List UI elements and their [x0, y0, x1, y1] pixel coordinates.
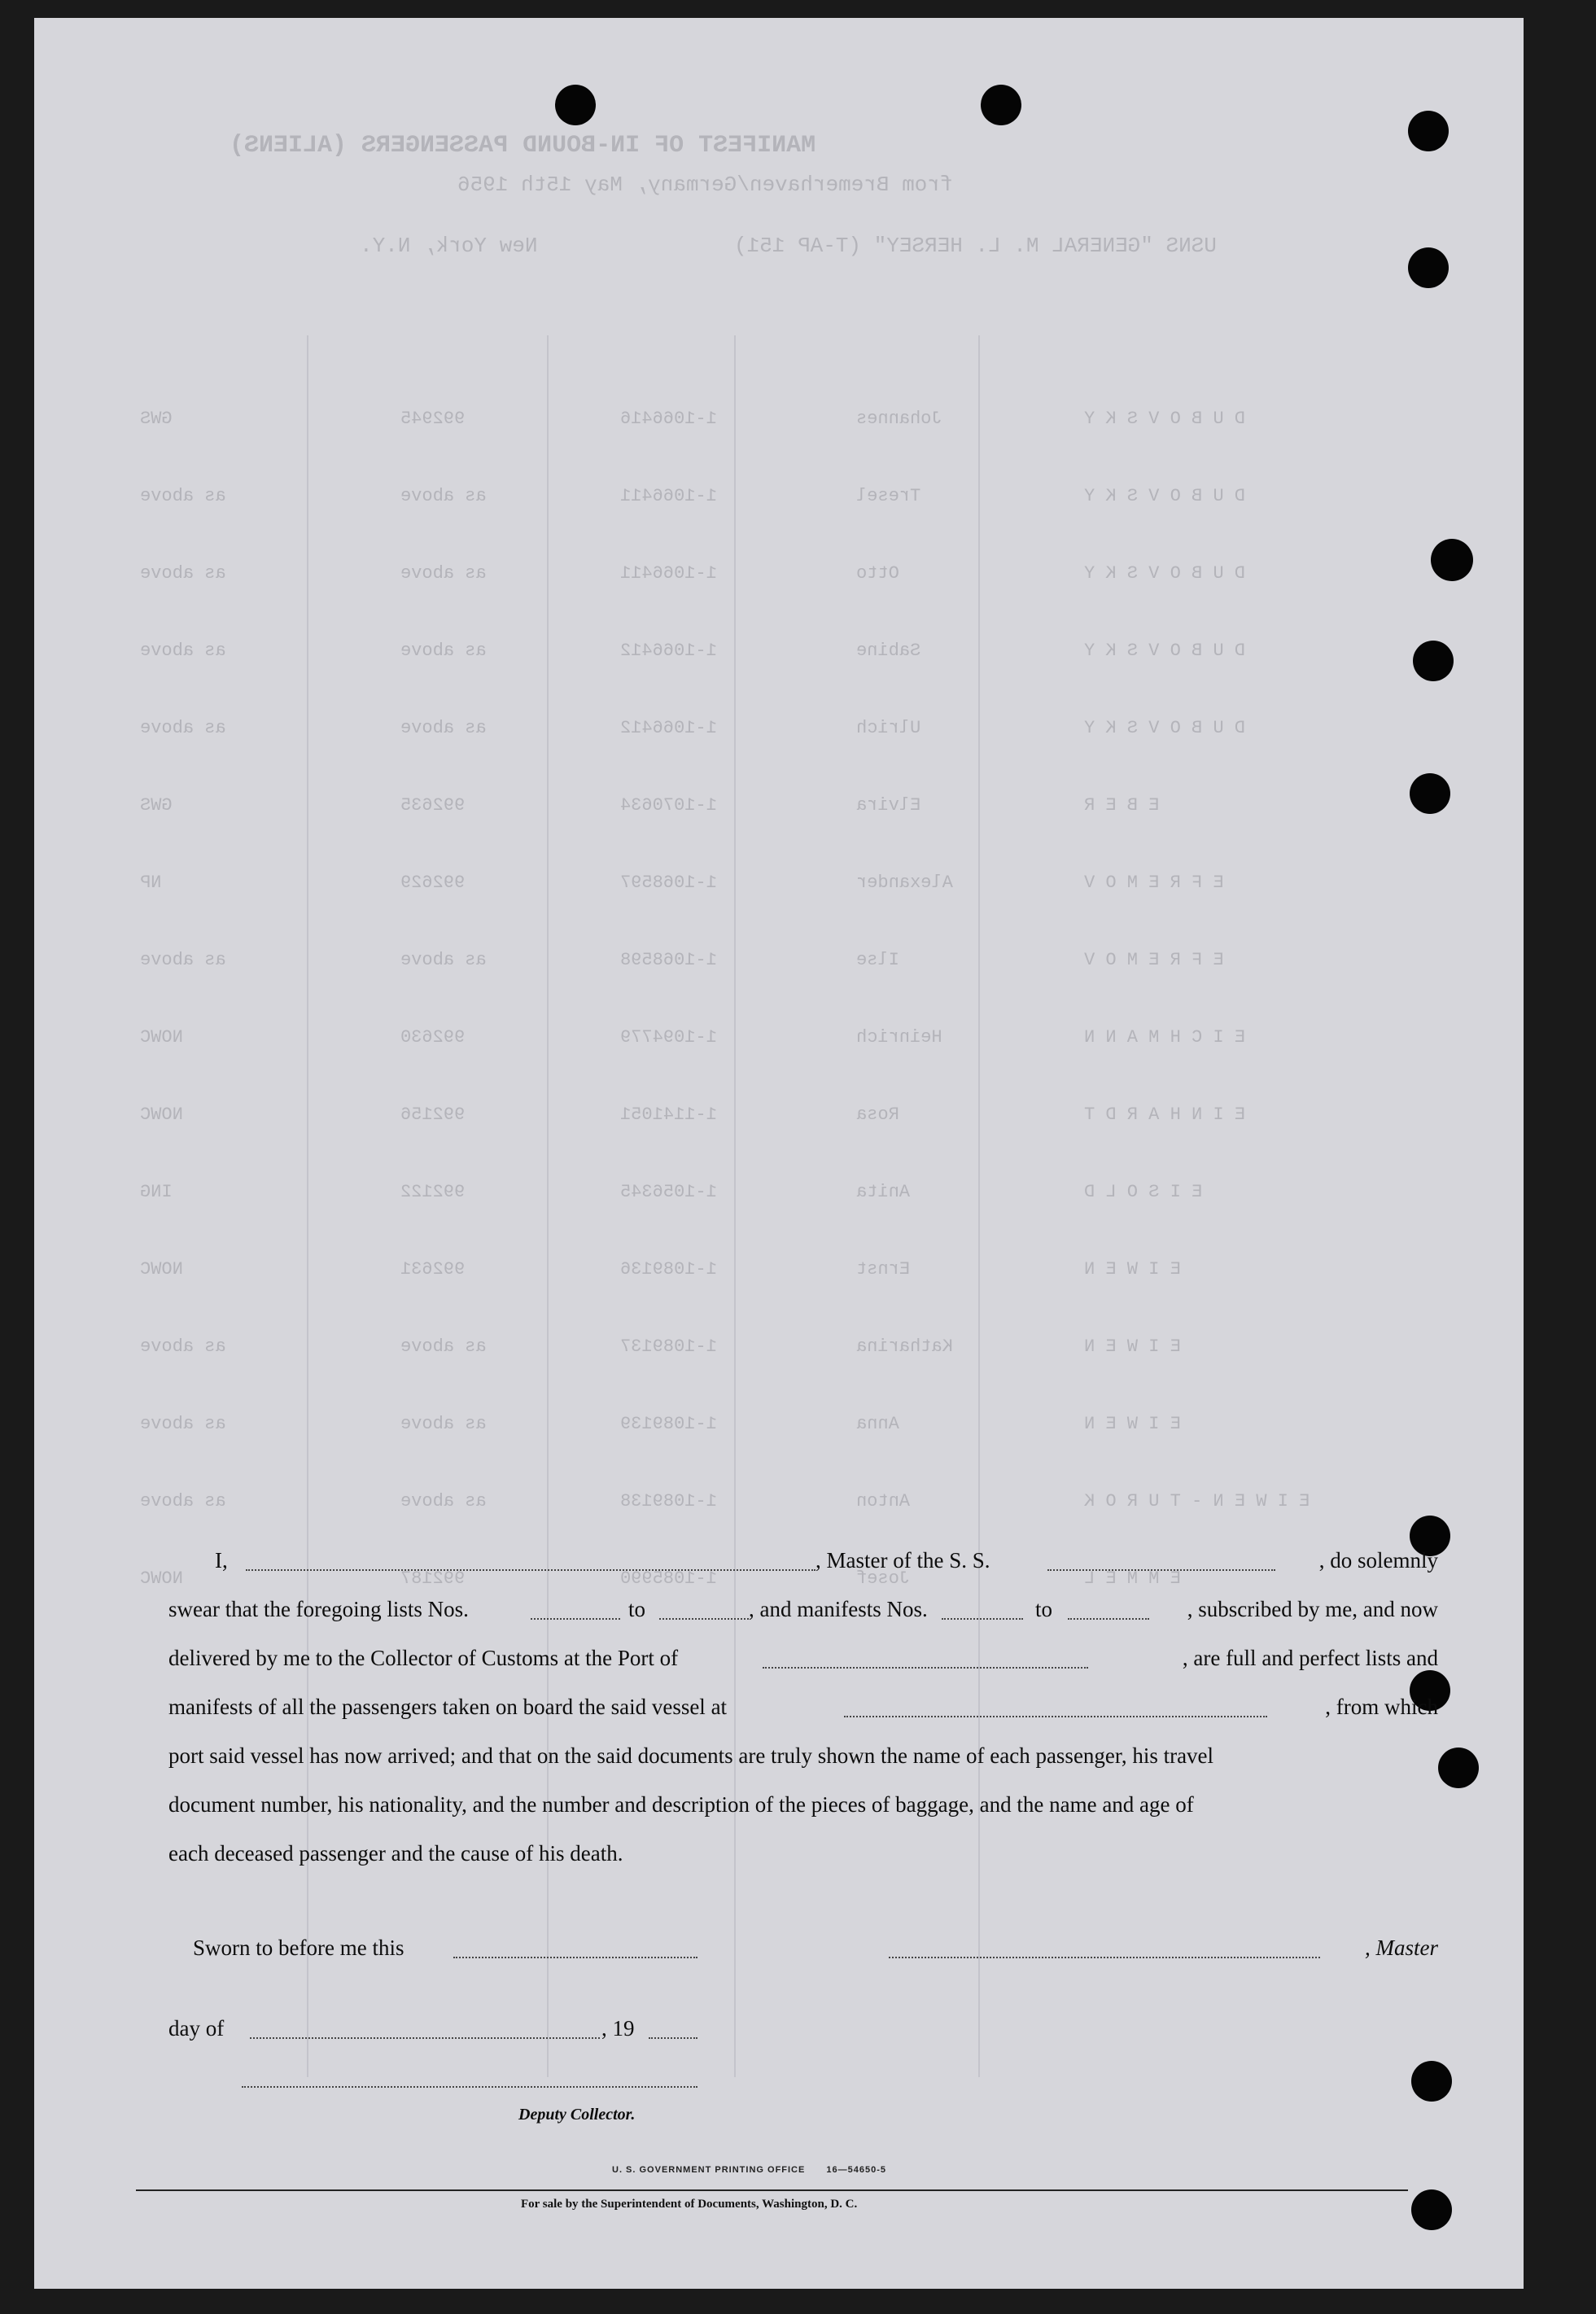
bleed-cell: as above [400, 563, 487, 584]
oath-text: , from which [1325, 1695, 1438, 1719]
form-code: 16—54650-5 [826, 2165, 887, 2175]
bleed-cell: Johannes [856, 409, 942, 429]
bleed-cell: as above [400, 1414, 487, 1434]
bleed-cell: as above [140, 1491, 226, 1511]
oath-text: to [1035, 1597, 1053, 1621]
bleed-cell: Ilse [856, 950, 899, 970]
oath-text: delivered by me to the Collector of Customs at the Port of [168, 1646, 679, 1670]
deputy-collector-label: Deputy Collector. [518, 2106, 636, 2124]
day-month-field[interactable] [250, 2037, 600, 2039]
bleed-cell: Sabine [856, 641, 921, 661]
bleed-cell: GWS [140, 409, 173, 429]
bleed-cell: Katharina [856, 1336, 953, 1357]
bleed-cell: Rosa [856, 1105, 899, 1125]
manifest-page [34, 18, 1524, 2289]
bleed-cell: 1-1066416 [620, 409, 717, 429]
bleed-cell: as above [400, 1336, 487, 1357]
bleed-cell: 1-1085990 [620, 1568, 717, 1589]
bleed-cell: E B E R [1084, 795, 1160, 816]
bleed-cell: as above [400, 486, 487, 506]
bleed-cell: E I W E N [1084, 1414, 1181, 1434]
bleed-cell: D U B O V S K Y [1084, 563, 1246, 584]
oath-text: day of [168, 2016, 225, 2041]
bleed-cell: Heinrich [856, 1027, 942, 1048]
bleed-header-3: USNS "GENERAL M. L. HERSEY" (T-AP 151) [734, 234, 1217, 258]
bleed-cell: NOWC [140, 1259, 183, 1279]
bleed-cell: D U B O V S K Y [1084, 486, 1246, 506]
oath-line-4 [168, 1695, 1438, 1727]
bleed-cell: E I W E N [1084, 1259, 1181, 1279]
oath-line-3 [168, 1646, 1438, 1678]
deputy-line [168, 2106, 1406, 2138]
bleed-cell: Ernst [856, 1259, 911, 1279]
bleed-cell: 1-1141051 [620, 1105, 717, 1125]
bleed-cell: as above [400, 641, 487, 661]
punch-hole [1408, 247, 1449, 288]
master-oath [168, 18, 1438, 2216]
bleed-cell: 992945 [400, 409, 466, 429]
bleed-cell: 1-1089137 [620, 1336, 717, 1357]
oath-line-7 [168, 1841, 1406, 1874]
bleed-cell: as above [140, 718, 226, 738]
bleed-cell: as above [400, 1491, 487, 1511]
bleed-cell: 1-1068598 [620, 950, 717, 970]
bleed-cell: as above [140, 641, 226, 661]
oath-text: , Master [1365, 1936, 1438, 1960]
oath-text: , Master of the S. S. [815, 1548, 990, 1573]
year-field[interactable] [649, 2037, 697, 2039]
oath-text: , 19 [601, 2016, 635, 2041]
oath-text: to [628, 1597, 646, 1621]
bleed-cell: as above [140, 1414, 226, 1434]
bleed-cell: D U B O V S K Y [1084, 641, 1246, 661]
ship-name-field[interactable] [1047, 1569, 1275, 1571]
bleed-cell: Elvira [856, 795, 921, 816]
bleed-cell: NOWC [140, 1105, 183, 1125]
bleed-cell: E F R E M O V [1084, 950, 1224, 970]
bleed-cell: Anton [856, 1491, 911, 1511]
bleed-cell: 992122 [400, 1182, 466, 1202]
bleed-cell: 1-1094779 [620, 1027, 717, 1048]
printing-office-label: U. S. GOVERNMENT PRINTING OFFICE [612, 2165, 806, 2175]
bleed-cell: 992630 [400, 1027, 466, 1048]
punch-hole [1411, 2061, 1452, 2102]
bleed-cell: 1-1089136 [620, 1259, 717, 1279]
punch-hole [1411, 2189, 1452, 2230]
sworn-line [168, 1936, 1438, 1968]
bleed-cell: 1-1066411 [620, 563, 717, 584]
bleed-cell: NP [140, 873, 162, 893]
bleed-cell: 1-1068597 [620, 873, 717, 893]
oath-text: I, [215, 1548, 228, 1573]
bleed-cell: E I S O L D [1084, 1182, 1203, 1202]
bleed-cell: ING [140, 1182, 173, 1202]
lists-from-field[interactable] [531, 1618, 620, 1620]
printing-office-imprint [612, 2165, 886, 2175]
bleed-cell: 1-1089139 [620, 1414, 717, 1434]
master-signature-field[interactable] [889, 1957, 1320, 1958]
bleed-cell: 1-1056345 [620, 1182, 717, 1202]
bleed-cell: 1-1070634 [620, 795, 717, 816]
bleed-cell: as above [140, 563, 226, 584]
oath-line-6 [168, 1792, 1438, 1825]
oath-text: , subscribed by me, and now [1187, 1597, 1438, 1621]
oath-text: Sworn to before me this [193, 1936, 404, 1960]
punch-hole [1408, 111, 1449, 151]
bleed-cell: Tresel [856, 486, 921, 506]
bleed-cell: 992187 [400, 1568, 466, 1589]
bleed-cell: 1-1066412 [620, 718, 717, 738]
oath-line-5 [168, 1743, 1438, 1776]
bleed-cell: E M M E L [1084, 1568, 1181, 1589]
bleed-cell: 992631 [400, 1259, 466, 1279]
bleed-header-1: MANIFEST OF IN-BOUND PASSENGERS (ALIENS) [230, 132, 816, 160]
bleed-cell: Anna [856, 1414, 899, 1434]
bleed-cell: 1-1066411 [620, 486, 717, 506]
bleed-cell: E F R E M O V [1084, 873, 1224, 893]
sales-note: For sale by the Superintendent of Documents, Washington, D. C. [521, 2198, 858, 2211]
oath-text: , and manifests Nos. [749, 1597, 928, 1621]
bleed-cell: as above [400, 950, 487, 970]
oath-text: each deceased passenger and the cause of his death. [168, 1841, 623, 1866]
bleed-cell: 1-1066412 [620, 641, 717, 661]
bleed-cell: NOWC [140, 1027, 183, 1048]
oath-text: , are full and perfect lists and [1182, 1646, 1438, 1670]
bleed-cell: GWS [140, 795, 173, 816]
deputy-signature-field[interactable] [242, 2086, 697, 2088]
bleed-cell: Alexander [856, 873, 953, 893]
bleed-cell: as above [400, 718, 487, 738]
bleed-cell: E I C H M A N N [1084, 1027, 1246, 1048]
lists-to-field[interactable] [659, 1618, 749, 1620]
oath-line-1 [168, 1548, 1438, 1581]
bleed-cell: Anita [856, 1182, 911, 1202]
punch-hole [1431, 539, 1473, 581]
bleed-cell: D U B O V S K Y [1084, 718, 1246, 738]
oath-text: port said vessel has now arrived; and that on the said documents are truly shown the name of each passenger, his travel [168, 1743, 1214, 1768]
oath-text: , do solemnly [1318, 1548, 1438, 1573]
punch-hole [1410, 773, 1450, 814]
bleed-header-4: New York, N.Y. [360, 234, 538, 258]
boarding-port-field[interactable] [844, 1716, 1267, 1717]
oath-line-2 [168, 1597, 1438, 1629]
bleed-cell: NOWC [140, 1568, 183, 1589]
bleed-cell: as above [140, 1336, 226, 1357]
bleed-cell: Josef [856, 1568, 911, 1589]
punch-hole [1438, 1748, 1479, 1788]
bleed-cell: as above [140, 486, 226, 506]
oath-text: document number, his nationality, and the number and description of the pieces of baggage, and the name and age of [168, 1792, 1194, 1817]
bleed-cell: 992156 [400, 1105, 466, 1125]
bleed-cell: as above [140, 950, 226, 970]
manifests-from-field[interactable] [942, 1618, 1023, 1620]
oath-text: manifests of all the passengers taken on board the said vessel at [168, 1695, 728, 1719]
bleed-header-2: from Bremerhaven/Germany, May 15th 1956 [457, 173, 953, 197]
bleed-cell: 992635 [400, 795, 466, 816]
oath-text: swear that the foregoing lists Nos. [168, 1597, 469, 1621]
punch-hole [1413, 641, 1454, 681]
footer-rule [136, 2189, 1408, 2191]
bleed-cell: 1-1089138 [620, 1491, 717, 1511]
bleed-cell: E I N H A R D T [1084, 1105, 1246, 1125]
bleed-cell: D U B O V S K Y [1084, 409, 1246, 429]
bleed-cell: Ulrich [856, 718, 921, 738]
day-line [168, 2016, 1406, 2049]
bleed-cell: E I W E N [1084, 1336, 1181, 1357]
master-name-field[interactable] [246, 1569, 815, 1571]
bleed-cell: 992629 [400, 873, 466, 893]
manifests-to-field[interactable] [1068, 1618, 1149, 1620]
bleed-cell: Otto [856, 563, 899, 584]
port-field[interactable] [763, 1667, 1088, 1669]
sworn-date-field[interactable] [453, 1957, 697, 1958]
bleed-cell: E I W E N - T U R O K [1084, 1491, 1310, 1511]
